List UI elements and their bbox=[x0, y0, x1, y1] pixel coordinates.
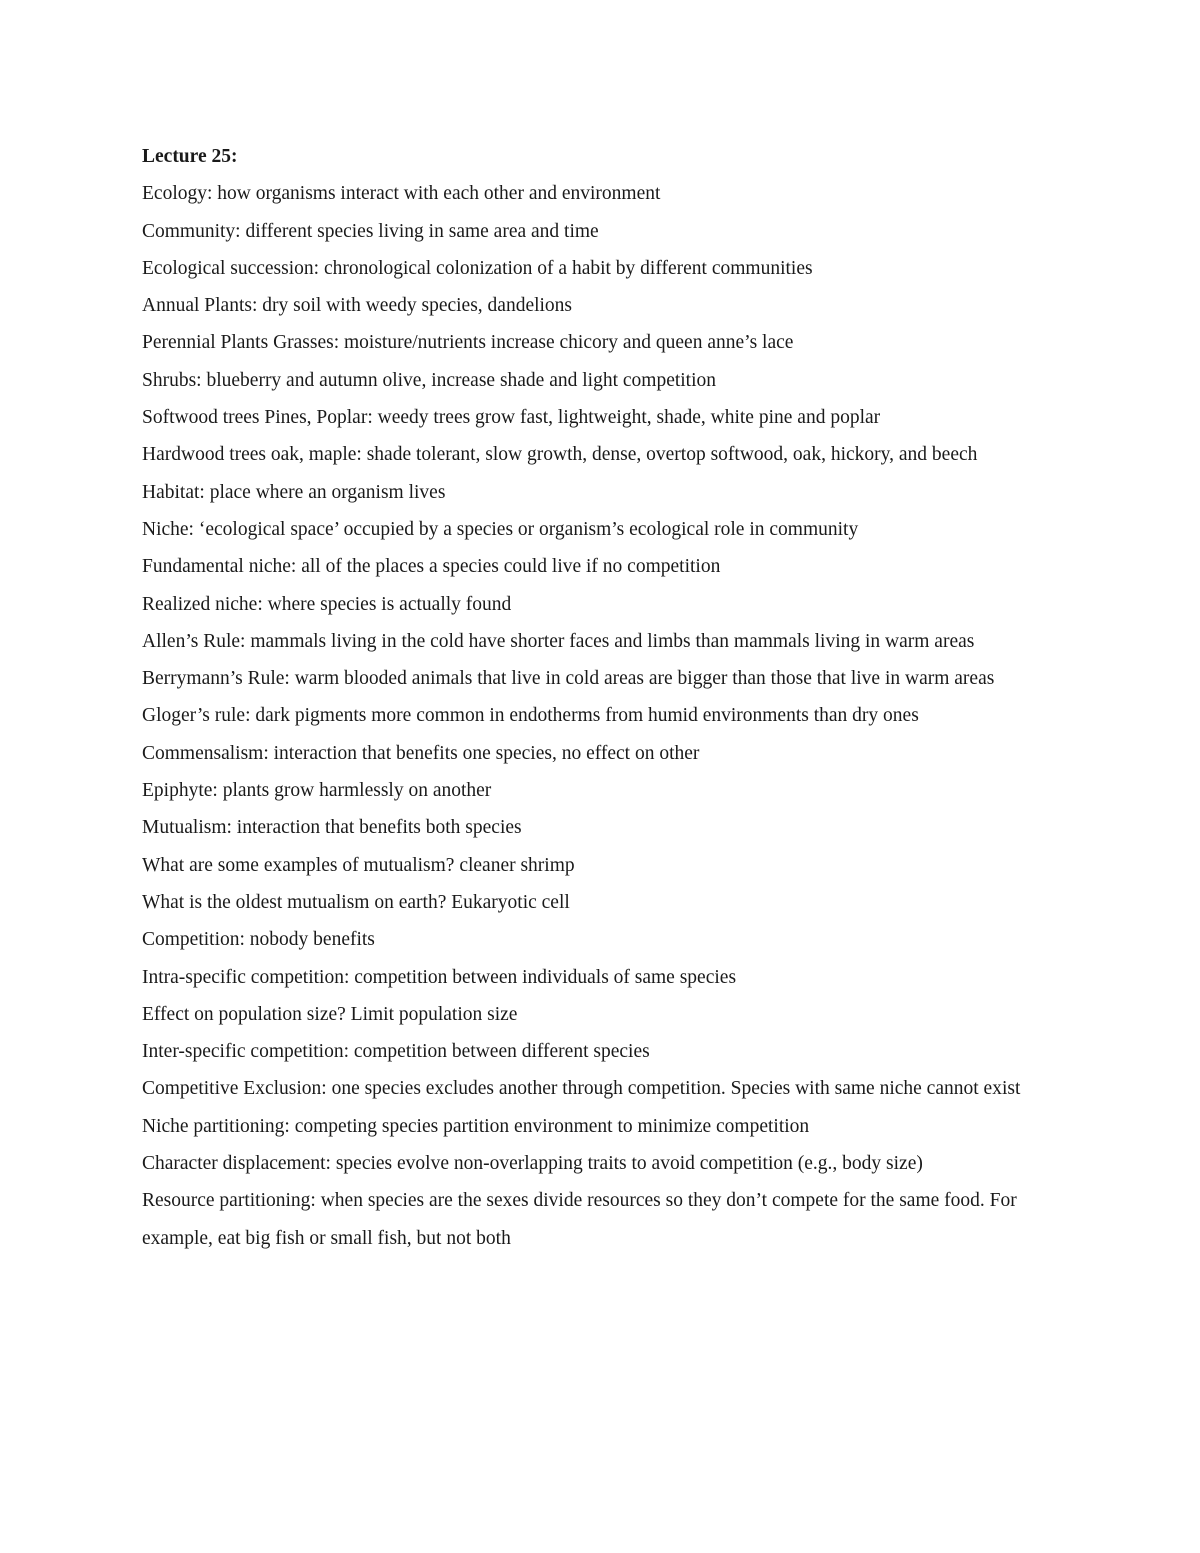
note-line: What is the oldest mutualism on earth? Eukaryotic cell bbox=[142, 891, 570, 913]
note-line: Habitat: place where an organism lives bbox=[142, 481, 446, 503]
note-line: Competition: nobody benefits bbox=[142, 929, 375, 951]
note-line: Resource partitioning: when species are the sexes divide resources so they don’t compete for the same food. For example, eat big fish or small fish, but not both bbox=[142, 1190, 1017, 1249]
note-line: Ecology: how organisms interact with each other and environment bbox=[142, 183, 661, 205]
note-line: Ecological succession: chronological colonization of a habit by different communities bbox=[142, 257, 813, 279]
note-line: Intra-specific competition: competition between individuals of same species bbox=[142, 966, 737, 988]
note-line: Perennial Plants Grasses: moisture/nutrients increase chicory and queen anne’s lace bbox=[142, 332, 794, 354]
note-line: Softwood trees Pines, Poplar: weedy trees grow fast, lightweight, shade, white pine and poplar bbox=[142, 407, 881, 429]
note-line: Berrymann’s Rule: warm blooded animals that live in cold areas are bigger than those that live in warm areas bbox=[142, 668, 995, 690]
note-line: Mutualism: interaction that benefits both species bbox=[142, 817, 522, 839]
note-line: Shrubs: blueberry and autumn olive, increase shade and light competition bbox=[142, 369, 717, 391]
note-line: Fundamental niche: all of the places a species could live if no competition bbox=[142, 556, 721, 578]
note-line: Commensalism: interaction that benefits one species, no effect on other bbox=[142, 742, 700, 764]
note-line: Effect on population size? Limit population size bbox=[142, 1003, 518, 1025]
note-line: Community: different species living in same area and time bbox=[142, 220, 599, 242]
note-line: Character displacement: species evolve non-overlapping traits to avoid competition (e.g., body size) bbox=[142, 1153, 923, 1175]
notes-list bbox=[142, 175, 1042, 1257]
document-body bbox=[142, 138, 1042, 1257]
note-line: Realized niche: where species is actually found bbox=[142, 593, 512, 615]
note-line: Hardwood trees oak, maple: shade tolerant, slow growth, dense, overtop softwood, oak, hickory, and beech bbox=[142, 444, 978, 466]
note-line: What are some examples of mutualism? cleaner shrimp bbox=[142, 854, 575, 876]
note-line: Epiphyte: plants grow harmlessly on another bbox=[142, 780, 492, 802]
note-line: Allen’s Rule: mammals living in the cold have shorter faces and limbs than mammals living in warm areas bbox=[142, 630, 975, 652]
note-line: Niche partitioning: competing species partition environment to minimize competition bbox=[142, 1115, 810, 1137]
note-line: Competitive Exclusion: one species excludes another through competition. Species with same niche cannot exist bbox=[142, 1078, 1021, 1100]
note-line: Gloger’s rule: dark pigments more common in endotherms from humid environments than dry ones bbox=[142, 705, 919, 727]
note-line: Annual Plants: dry soil with weedy species, dandelions bbox=[142, 295, 573, 317]
note-line: Niche: ‘ecological space’ occupied by a species or organism’s ecological role in community bbox=[142, 518, 859, 540]
lecture-title: Lecture 25: bbox=[142, 146, 238, 167]
note-line: Inter-specific competition: competition between different species bbox=[142, 1041, 650, 1063]
